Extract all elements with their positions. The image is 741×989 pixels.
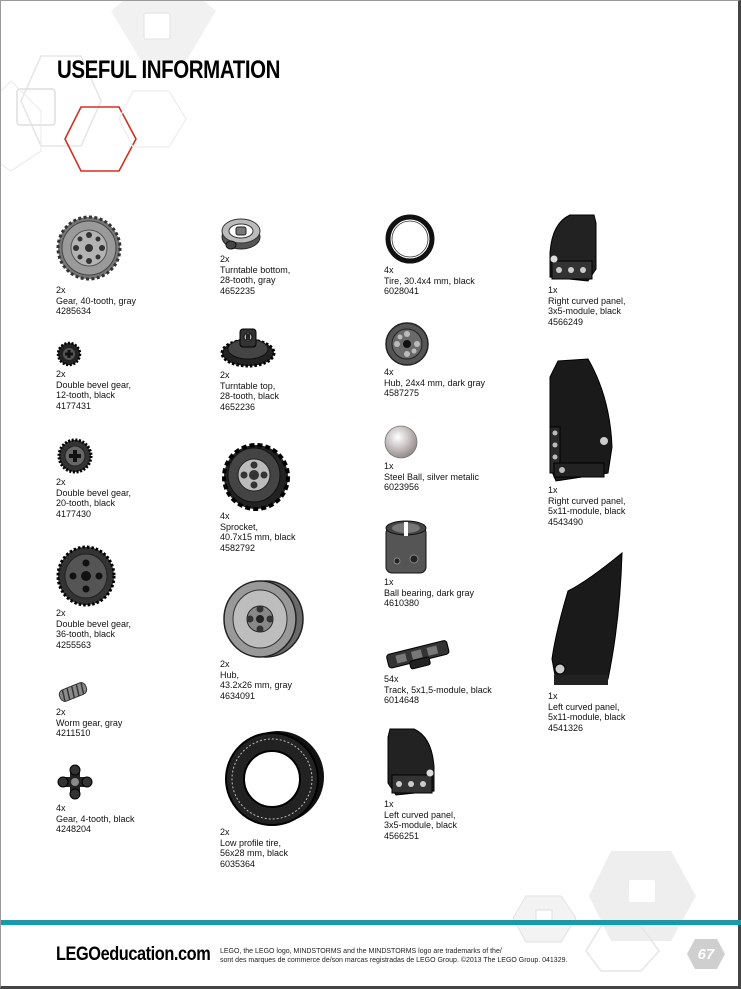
part-quantity: 1x xyxy=(548,485,558,495)
page-number: 67 xyxy=(697,946,715,963)
decorative-hexagons-top xyxy=(1,1,261,201)
part-description: Double bevel gear, xyxy=(56,379,132,390)
part-number: 4610380 xyxy=(384,598,420,608)
part-number: 4652235 xyxy=(220,285,256,296)
right-panel-large-icon xyxy=(548,357,618,485)
part-quantity: 1x xyxy=(384,461,394,471)
part-item xyxy=(220,579,306,701)
part-number: 4634091 xyxy=(220,690,256,701)
track-link-icon xyxy=(384,637,454,673)
part-quantity: 2x xyxy=(56,285,66,295)
part-quantity: 2x xyxy=(220,254,230,264)
part-description: 12-tooth, black xyxy=(56,390,116,400)
part-item xyxy=(384,727,457,841)
part-item xyxy=(384,213,475,297)
part-description: 28-tooth, gray xyxy=(220,275,276,285)
worm-gear-icon xyxy=(56,678,90,706)
page-title: USEFUL INFORMATION xyxy=(57,56,281,84)
part-number: 4255563 xyxy=(56,639,92,650)
hub-small-icon xyxy=(384,321,430,367)
left-panel-small-icon xyxy=(384,727,436,799)
part-number: 4285634 xyxy=(56,306,92,316)
part-item xyxy=(220,213,290,296)
part-number: 4582792 xyxy=(220,542,256,553)
part-description: Worm gear, gray xyxy=(56,717,123,728)
part-number: 4543490 xyxy=(548,516,584,527)
gear-40-tooth-icon xyxy=(56,213,122,283)
tire-thin-icon xyxy=(384,213,436,265)
part-quantity: 1x xyxy=(548,691,558,701)
part-number: 4566251 xyxy=(384,830,420,841)
part-item xyxy=(56,763,135,835)
part-description: Double bevel gear, xyxy=(56,618,132,629)
bevel-gear-12-icon xyxy=(56,341,82,367)
part-description: Right curved panel, xyxy=(548,295,626,306)
part-description: Track, 5x1,5-module, black xyxy=(384,684,492,695)
part-number: 6035364 xyxy=(220,858,256,869)
part-description: Low profile tire, xyxy=(220,837,282,848)
sprocket-icon xyxy=(220,441,290,511)
part-description: 20-tooth, black xyxy=(56,498,116,508)
part-item xyxy=(548,357,626,527)
part-quantity: 1x xyxy=(384,799,394,809)
part-description: Right curved panel, xyxy=(548,495,626,506)
part-quantity: 2x xyxy=(56,477,66,487)
bevel-gear-36-icon xyxy=(56,545,116,607)
left-panel-large-icon xyxy=(548,551,626,691)
legal-line: LEGO, the LEGO logo, MINDSTORMS and the MINDSTORMS logo are trademarks of the/ xyxy=(220,948,502,955)
part-description: Left curved panel, xyxy=(384,809,456,820)
part-number: 4566249 xyxy=(548,316,584,327)
part-number: 4587275 xyxy=(384,388,420,398)
hub-large-icon xyxy=(220,579,306,659)
part-description: 3x5-module, black xyxy=(384,820,458,830)
part-description: 28-tooth, black xyxy=(220,391,280,401)
part-description: 56x28 mm, black xyxy=(220,848,289,858)
part-quantity: 1x xyxy=(548,285,558,295)
part-description: Sprocket, xyxy=(220,521,259,532)
part-description: 40.7x15 mm, black xyxy=(220,532,296,542)
part-number: 6023956 xyxy=(384,482,420,492)
part-number: 4248204 xyxy=(56,824,92,834)
legal-line: sont des marques de commerce de/son marcas registradas de LEGO Group. ©2013 The LEGO Group. 041329. xyxy=(220,957,568,964)
part-item xyxy=(548,213,626,327)
part-quantity: 2x xyxy=(220,659,230,669)
part-item xyxy=(56,213,136,317)
part-description: Hub, 24x4 mm, dark gray xyxy=(384,377,486,388)
part-description: Tire, 30.4x4 mm, black xyxy=(384,275,475,286)
part-item xyxy=(56,437,131,519)
part-number: 4177430 xyxy=(56,508,92,519)
part-description: Turntable top, xyxy=(220,380,276,391)
part-quantity: 4x xyxy=(220,511,230,521)
part-item xyxy=(56,545,131,650)
part-quantity: 2x xyxy=(56,608,66,618)
right-panel-small-icon xyxy=(548,213,600,285)
part-quantity: 2x xyxy=(56,369,66,379)
part-description: Hub, xyxy=(220,669,240,680)
steel-ball-icon xyxy=(384,423,420,461)
turntable-top-icon xyxy=(220,323,276,369)
part-item xyxy=(56,341,131,411)
page-number-badge xyxy=(687,939,725,969)
part-number: 4541326 xyxy=(548,722,584,733)
part-item xyxy=(56,678,122,739)
turntable-bottom-icon xyxy=(220,213,262,253)
ball-bearing-icon xyxy=(384,519,428,577)
part-number: 4211510 xyxy=(56,728,91,738)
tire-large-icon xyxy=(220,725,328,827)
part-description: 43.2x26 mm, gray xyxy=(220,680,293,690)
part-description: 3x5-module, black xyxy=(548,306,622,316)
part-quantity: 54x xyxy=(384,674,399,684)
part-quantity: 4x xyxy=(384,265,394,275)
part-number: 6014648 xyxy=(384,695,420,705)
part-description: Gear, 40-tooth, gray xyxy=(56,295,137,306)
part-number: 6028041 xyxy=(384,286,420,296)
part-number: 4177431 xyxy=(56,400,92,411)
part-item xyxy=(384,321,485,399)
footer-legal-text xyxy=(220,947,567,965)
part-description: 5x11-module, black xyxy=(548,506,626,516)
part-item xyxy=(548,551,626,733)
part-item xyxy=(220,323,279,412)
part-item xyxy=(384,637,492,706)
part-item xyxy=(384,519,474,609)
part-description: Turntable bottom, xyxy=(220,264,291,275)
part-quantity: 2x xyxy=(220,827,230,837)
part-quantity: 2x xyxy=(220,370,230,380)
part-description: 5x11-module, black xyxy=(548,712,626,722)
footer-accent-bar xyxy=(1,920,741,925)
part-description: Gear, 4-tooth, black xyxy=(56,813,135,824)
part-quantity: 1x xyxy=(384,577,394,587)
bevel-gear-20-icon xyxy=(56,437,94,475)
part-item xyxy=(384,423,479,493)
gear-4-tooth-icon xyxy=(56,763,94,801)
part-item xyxy=(220,725,328,869)
part-quantity: 4x xyxy=(384,367,394,377)
part-quantity: 2x xyxy=(56,707,66,717)
part-description: Ball bearing, dark gray xyxy=(384,587,475,598)
part-quantity: 4x xyxy=(56,803,66,813)
part-description: Left curved panel, xyxy=(548,701,620,712)
part-description: Double bevel gear, xyxy=(56,487,132,498)
part-number: 4652236 xyxy=(220,401,256,412)
part-description: Steel Ball, silver metalic xyxy=(384,471,480,482)
part-item xyxy=(220,441,296,553)
part-description: 36-tooth, black xyxy=(56,629,116,639)
footer-brand-link[interactable]: LEGOeducation.com xyxy=(56,944,211,965)
